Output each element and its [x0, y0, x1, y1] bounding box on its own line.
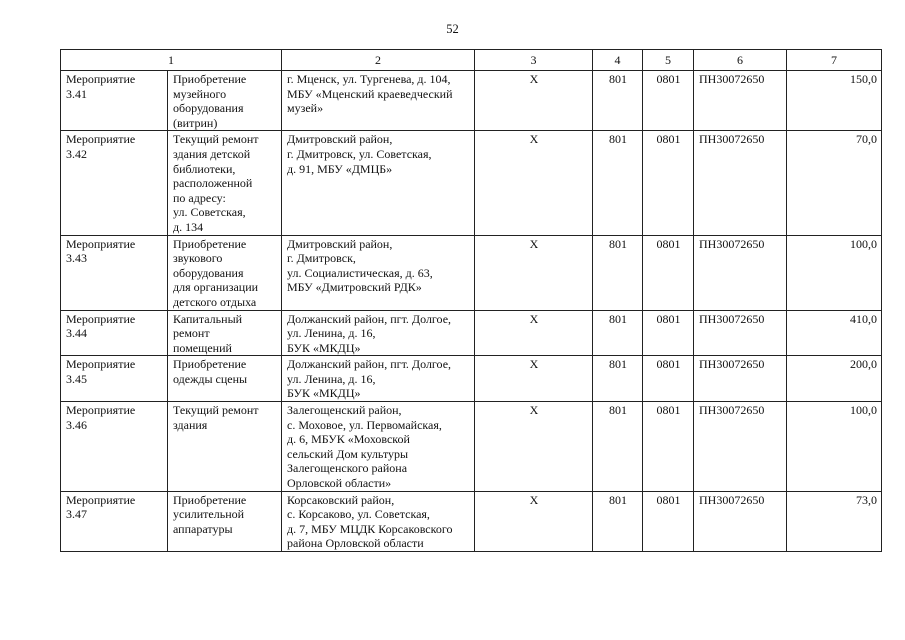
header-col-3: 3 — [475, 50, 593, 71]
location-cell: Дмитровский район, г. Дмитровск, ул. Социалистическая, д. 63, МБУ «Дмитровский РДК» — [282, 235, 475, 310]
table-row — [61, 71, 882, 131]
col5-cell: 0801 — [643, 131, 694, 235]
header-col-7: 7 — [787, 50, 882, 71]
event-cell: Мероприятие 3.41 — [61, 71, 168, 131]
description-cell: Текущий ремонт здания детской библиотеки, расположенной по адресу: ул. Советская, д. 134 — [168, 131, 282, 235]
col6-cell: ПН30072650 — [694, 402, 787, 492]
col4-cell: 801 — [593, 235, 643, 310]
col5-cell: 0801 — [643, 402, 694, 492]
col5-cell: 0801 — [643, 356, 694, 402]
col3-cell: Х — [475, 491, 593, 551]
event-cell: Мероприятие 3.44 — [61, 310, 168, 356]
table-row — [61, 402, 882, 492]
table-row — [61, 356, 882, 402]
col7-cell: 70,0 — [787, 131, 882, 235]
event-cell: Мероприятие 3.43 — [61, 235, 168, 310]
header-col-6: 6 — [694, 50, 787, 71]
location-cell: Дмитровский район, г. Дмитровск, ул. Советская, д. 91, МБУ «ДМЦБ» — [282, 131, 475, 235]
col5-cell: 0801 — [643, 71, 694, 131]
header-row — [61, 50, 882, 71]
location-cell: Должанский район, пгт. Долгое, ул. Ленина, д. 16, БУК «МКДЦ» — [282, 310, 475, 356]
col7-cell: 200,0 — [787, 356, 882, 402]
header-col-1: 1 — [61, 50, 282, 71]
location-cell: Залегощенский район, с. Моховое, ул. Первомайская, д. 6, МБУК «Моховской сельский Дом культуры Залегощенского района Орловской области» — [282, 402, 475, 492]
header-col-4: 4 — [593, 50, 643, 71]
col4-cell: 801 — [593, 356, 643, 402]
col6-cell: ПН30072650 — [694, 235, 787, 310]
col6-cell: ПН30072650 — [694, 310, 787, 356]
col3-cell: Х — [475, 356, 593, 402]
table-row — [61, 491, 882, 551]
event-cell: Мероприятие 3.45 — [61, 356, 168, 402]
header-col-5: 5 — [643, 50, 694, 71]
location-cell: Корсаковский район, с. Корсаково, ул. Советская, д. 7, МБУ МЦДК Корсаковского района Орловской области — [282, 491, 475, 551]
header-col-2: 2 — [282, 50, 475, 71]
description-cell: Приобретение звукового оборудования для организации детского отдыха — [168, 235, 282, 310]
col4-cell: 801 — [593, 402, 643, 492]
col7-cell: 73,0 — [787, 491, 882, 551]
col7-cell: 150,0 — [787, 71, 882, 131]
col6-cell: ПН30072650 — [694, 71, 787, 131]
col4-cell: 801 — [593, 491, 643, 551]
event-cell: Мероприятие 3.46 — [61, 402, 168, 492]
description-cell: Капитальный ремонт помещений — [168, 310, 282, 356]
col5-cell: 0801 — [643, 491, 694, 551]
col5-cell: 0801 — [643, 310, 694, 356]
description-cell: Приобретение музейного оборудования (витрин) — [168, 71, 282, 131]
col6-cell: ПН30072650 — [694, 356, 787, 402]
col4-cell: 801 — [593, 310, 643, 356]
col6-cell: ПН30072650 — [694, 131, 787, 235]
events-table — [60, 49, 882, 552]
col3-cell: Х — [475, 131, 593, 235]
col4-cell: 801 — [593, 71, 643, 131]
event-cell: Мероприятие 3.42 — [61, 131, 168, 235]
location-cell: г. Мценск, ул. Тургенева, д. 104, МБУ «Мценский краеведческий музей» — [282, 71, 475, 131]
description-cell: Приобретение усилительной аппаратуры — [168, 491, 282, 551]
description-cell: Текущий ремонт здания — [168, 402, 282, 492]
description-cell: Приобретение одежды сцены — [168, 356, 282, 402]
col3-cell: Х — [475, 235, 593, 310]
col3-cell: Х — [475, 71, 593, 131]
col7-cell: 410,0 — [787, 310, 882, 356]
table-row — [61, 310, 882, 356]
col7-cell: 100,0 — [787, 402, 882, 492]
col7-cell: 100,0 — [787, 235, 882, 310]
table-row — [61, 131, 882, 235]
col3-cell: Х — [475, 310, 593, 356]
event-cell: Мероприятие 3.47 — [61, 491, 168, 551]
col5-cell: 0801 — [643, 235, 694, 310]
col6-cell: ПН30072650 — [694, 491, 787, 551]
page-number: 52 — [446, 22, 459, 36]
col4-cell: 801 — [593, 131, 643, 235]
location-cell: Должанский район, пгт. Долгое, ул. Ленина, д. 16, БУК «МКДЦ» — [282, 356, 475, 402]
table-row — [61, 235, 882, 310]
col3-cell: Х — [475, 402, 593, 492]
